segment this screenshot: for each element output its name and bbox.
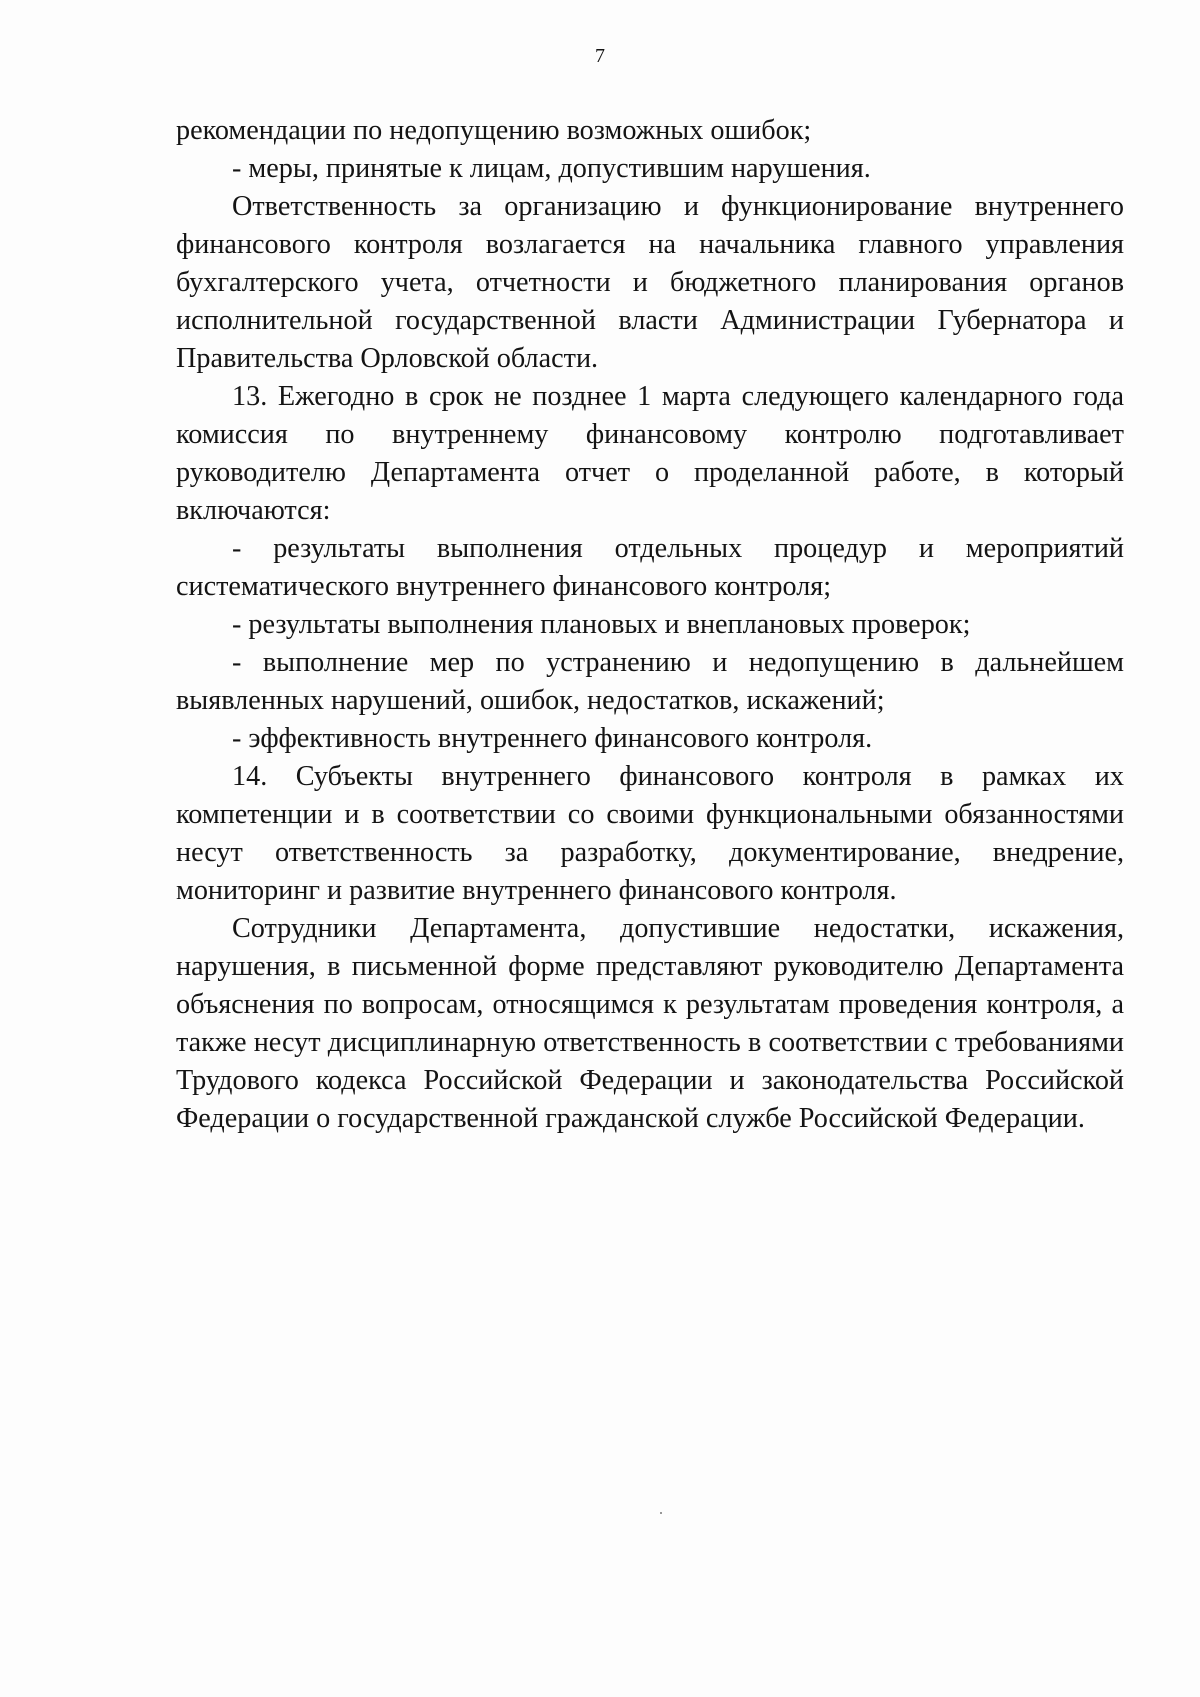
paragraph-employees: Сотрудники Департамента, допустившие недостатки, искажения, нарушения, в письменной форме представляют руководителю Департамента объяснения по вопросам, относящимся к результатам проведения контроля, а также несут дисциплинарную ответственность в соответствии с требованиями Трудового кодекса Российской Федерации и законодательства Российской Федерации о государственной гражданской службе Российской Федерации.	[176, 913, 1124, 1134]
paragraph-responsibility: Ответственность за организацию и функционирование внутреннего финансового контроля возлагается на начальника главного управления бухгалтерского учета, отчетности и бюджетного планирования органов исполнительной государственной власти Администрации Губернатора и Правительства Орловской области.	[176, 191, 1124, 374]
scan-speck	[660, 1512, 662, 1514]
paragraph-list-item: - выполнение мер по устранению и недопущению в дальнейшем выявленных нарушений, ошибок, недостатков, искажений;	[176, 647, 1124, 716]
paragraph-list-item: - результаты выполнения плановых и внеплановых проверок;	[232, 609, 971, 640]
paragraph-item-13: 13. Ежегодно в срок не позднее 1 марта следующего календарного года комиссия по внутреннему финансовому контролю подготавливает руководителю Департамента отчет о проделанной работе, в который включаются:	[176, 381, 1124, 526]
paragraph-list-item: - эффективность внутреннего финансового контроля.	[232, 723, 873, 754]
paragraph-list-item: - меры, принятые к лицам, допустившим нарушения.	[232, 153, 871, 184]
paragraph-list-item: - результаты выполнения отдельных процедур и мероприятий систематического внутреннего финансового контроля;	[176, 533, 1124, 602]
paragraph-item-14: 14. Субъекты внутреннего финансового контроля в рамках их компетенции и в соответствии со своими функциональными обязанностями несут ответственность за разработку, документирование, внедрение, мониторинг и развитие внутреннего финансового контроля.	[176, 761, 1124, 906]
paragraph-continuation: рекомендации по недопущению возможных ошибок;	[176, 115, 812, 146]
page-number: 7	[595, 45, 605, 67]
document-body	[176, 112, 1124, 1138]
